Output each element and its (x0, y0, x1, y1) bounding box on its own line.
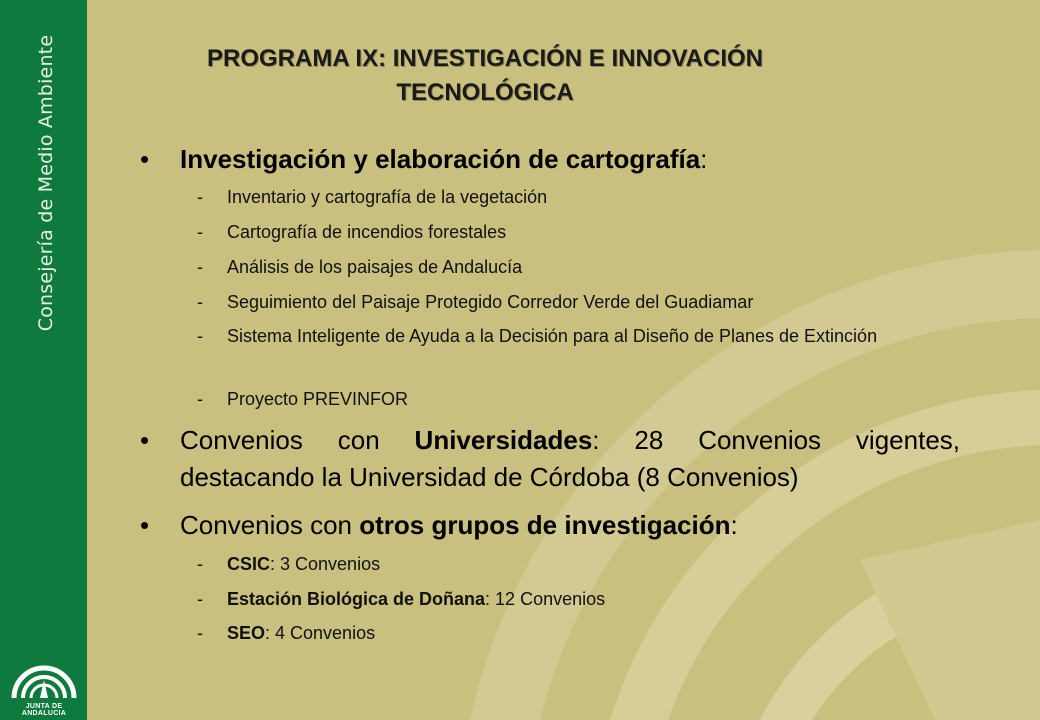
sub-item-text: : 3 Convenios (270, 554, 381, 574)
sub-item (197, 253, 992, 281)
sub-item (197, 385, 992, 413)
sub-item (197, 585, 992, 613)
dash-marker: - (197, 389, 203, 409)
sub-item-bold: SEO (227, 623, 266, 643)
sub-item-text: Inventario y cartografía de la vegetación (227, 187, 548, 207)
logo-text: JUNTA DE ANDALUCIA (21, 703, 67, 717)
bullet-before-text: Convenios con (180, 425, 415, 455)
sub-item-text: : 12 Convenios (485, 589, 606, 609)
bullet-after-text: : (730, 510, 738, 540)
sub-item-text: Sistema Inteligente de Ayuda a la Decisión para al Diseño de Planes de Extinción (227, 326, 878, 346)
sub-item (197, 550, 992, 578)
bullet-marker: • (140, 510, 150, 540)
page-title (180, 42, 790, 110)
sub-item-text: Seguimiento del Paisaje Protegido Corredor Verde del Guadiamar (227, 292, 754, 312)
sidebar-vertical-text: Consejería de Medio Ambiente (35, 34, 57, 332)
bullet-after-text: : (700, 144, 708, 174)
sub-item-text: Proyecto PREVINFOR (227, 389, 409, 409)
dash-marker: - (197, 257, 203, 277)
dash-marker: - (197, 589, 203, 609)
title-line-2: TECNOLÓGICA (396, 79, 574, 106)
sub-item (197, 218, 992, 246)
bullet-otros-grupos (140, 507, 960, 544)
bullet-bold-text: Universidades (414, 425, 593, 455)
bullet-after-text: : 28 Convenios vigentes, destacando la Universidad de Córdoba (8 Convenios) (180, 425, 960, 492)
sub-item-bold: Estación Biológica de Doñana (227, 589, 486, 609)
bullet-marker: • (140, 425, 150, 455)
sub-item (197, 288, 992, 316)
dash-marker: - (197, 187, 203, 207)
dash-marker: - (197, 554, 203, 574)
dash-marker: - (197, 292, 203, 312)
dash-marker: - (197, 623, 203, 643)
bullet-bold-text: otros grupos de investigación (359, 510, 731, 540)
bullet-universidades (140, 422, 960, 496)
sidebar (0, 0, 87, 720)
sub-item-text: Análisis de los paisajes de Andalucía (227, 257, 523, 277)
sub-item-bold: CSIC (227, 554, 271, 574)
sub-item (197, 322, 992, 350)
dash-marker: - (197, 326, 203, 346)
bullet-before-text: Convenios con (180, 510, 360, 540)
bullet-bold-text: Investigación y elaboración de cartografía (180, 144, 701, 174)
andalucia-emblem-icon (6, 652, 82, 702)
sub-item-text: Cartografía de incendios forestales (227, 222, 507, 242)
sub-item (197, 619, 992, 647)
bullet-investigacion (140, 141, 960, 178)
dash-marker: - (197, 222, 203, 242)
title-line-1: PROGRAMA IX: INVESTIGACIÓN E INNOVACIÓN (206, 45, 764, 72)
junta-de-andalucia-logo (6, 652, 82, 716)
bullet-marker: • (140, 144, 150, 174)
sub-item (197, 183, 992, 211)
sub-item-text: : 4 Convenios (265, 623, 376, 643)
